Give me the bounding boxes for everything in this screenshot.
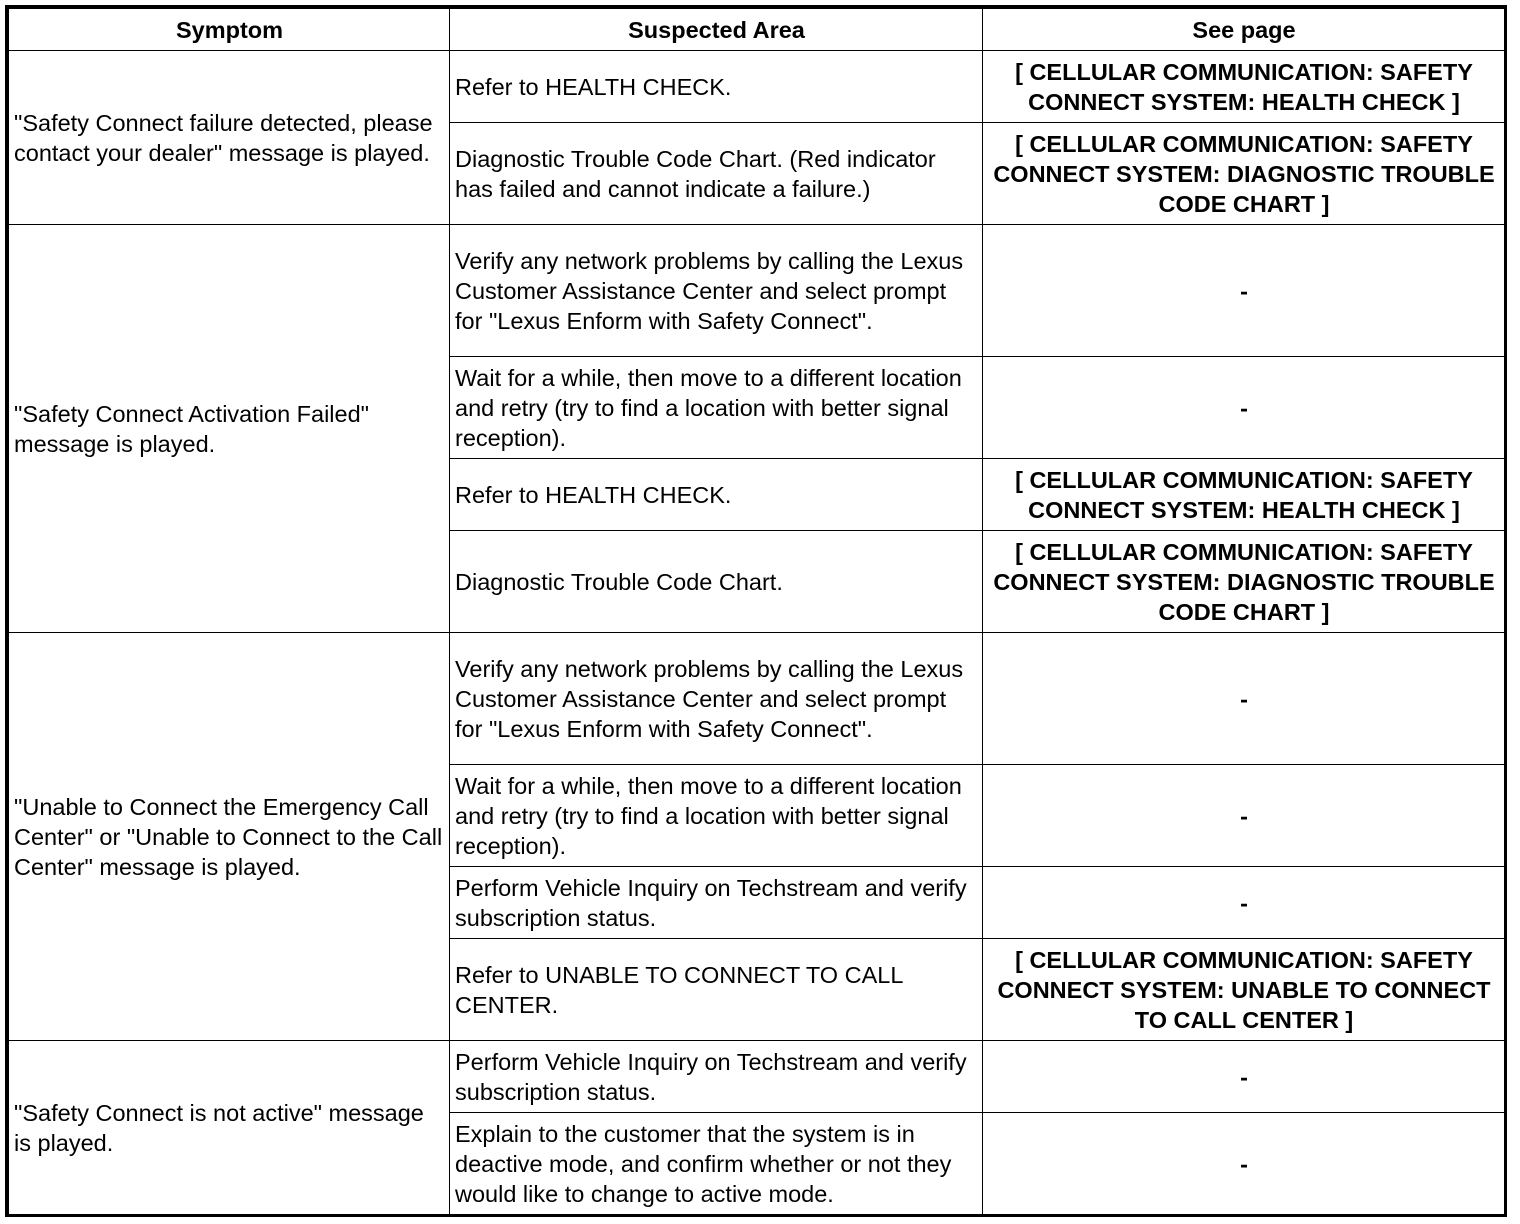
suspected-area-cell: Refer to UNABLE TO CONNECT TO CALL CENTER.: [450, 939, 983, 1041]
see-page-cell: -: [983, 357, 1505, 459]
suspected-area-cell: Refer to HEALTH CHECK.: [450, 51, 983, 123]
suspected-area-cell: Verify any network problems by calling the Lexus Customer Assistance Center and select prompt for "Lexus Enform with Safety Connect".: [450, 633, 983, 765]
suspected-area-cell: [450, 123, 983, 225]
symptom-cell: "Safety Connect Activation Failed" message is played.: [9, 225, 450, 633]
symptom-cell: "Safety Connect failure detected, please contact your dealer" message is played.: [9, 51, 450, 225]
suspected-area-cell: Refer to HEALTH CHECK.: [450, 459, 983, 531]
suspected-area-cell: Verify any network problems by calling the Lexus Customer Assistance Center and select prompt for "Lexus Enform with Safety Connect".: [450, 225, 983, 357]
troubleshooting-table-frame: [5, 5, 1507, 1217]
see-page-cell: [ CELLULAR COMMUNICATION: SAFETY CONNECT SYSTEM: HEALTH CHECK ]: [983, 51, 1505, 123]
suspected-area-cell: Wait for a while, then move to a different location and retry (try to find a location with better signal reception).: [450, 765, 983, 867]
table-row: [9, 225, 1505, 357]
suspected-area-cell: Perform Vehicle Inquiry on Techstream and verify subscription status.: [450, 867, 983, 939]
symptom-cell: "Unable to Connect the Emergency Call Center" or "Unable to Connect to the Call Center" message is played.: [9, 633, 450, 1041]
problem-symptoms-table: [8, 8, 1505, 1215]
table-row: [9, 1041, 1505, 1113]
see-page-cell: -: [983, 225, 1505, 357]
see-page-cell: -: [983, 1041, 1505, 1113]
header-see-page: See page: [983, 9, 1505, 51]
header-symptom: Symptom: [9, 9, 450, 51]
symptom-cell: "Safety Connect is not active" message is played.: [9, 1041, 450, 1215]
suspected-area-cell: Diagnostic Trouble Code Chart.: [450, 531, 983, 633]
suspected-area-cell: Perform Vehicle Inquiry on Techstream and verify subscription status.: [450, 1041, 983, 1113]
suspected-area-cell: Explain to the customer that the system is in deactive mode, and confirm whether or not they would like to change to active mode.: [450, 1113, 983, 1215]
header-row: [9, 9, 1505, 51]
see-page-cell: [ CELLULAR COMMUNICATION: SAFETY CONNECT SYSTEM: HEALTH CHECK ]: [983, 459, 1505, 531]
see-page-cell: -: [983, 867, 1505, 939]
see-page-cell: [ CELLULAR COMMUNICATION: SAFETY CONNECT SYSTEM: UNABLE TO CONNECT TO CALL CENTER ]: [983, 939, 1505, 1041]
see-page-cell: [ CELLULAR COMMUNICATION: SAFETY CONNECT SYSTEM: DIAGNOSTIC TROUBLE CODE CHART ]: [983, 531, 1505, 633]
see-page-cell: -: [983, 633, 1505, 765]
see-page-cell: [ CELLULAR COMMUNICATION: SAFETY CONNECT SYSTEM: DIAGNOSTIC TROUBLE CODE CHART ]: [983, 123, 1505, 225]
area-text: Diagnostic Trouble Code Chart. (Red indicator has failed and cannot indicate a failure.): [455, 145, 936, 202]
see-page-cell: -: [983, 1113, 1505, 1215]
suspected-area-cell: Wait for a while, then move to a different location and retry (try to find a location with better signal reception).: [450, 357, 983, 459]
table-row: [9, 633, 1505, 765]
table-row: [9, 51, 1505, 123]
header-suspected-area: Suspected Area: [450, 9, 983, 51]
see-page-cell: -: [983, 765, 1505, 867]
